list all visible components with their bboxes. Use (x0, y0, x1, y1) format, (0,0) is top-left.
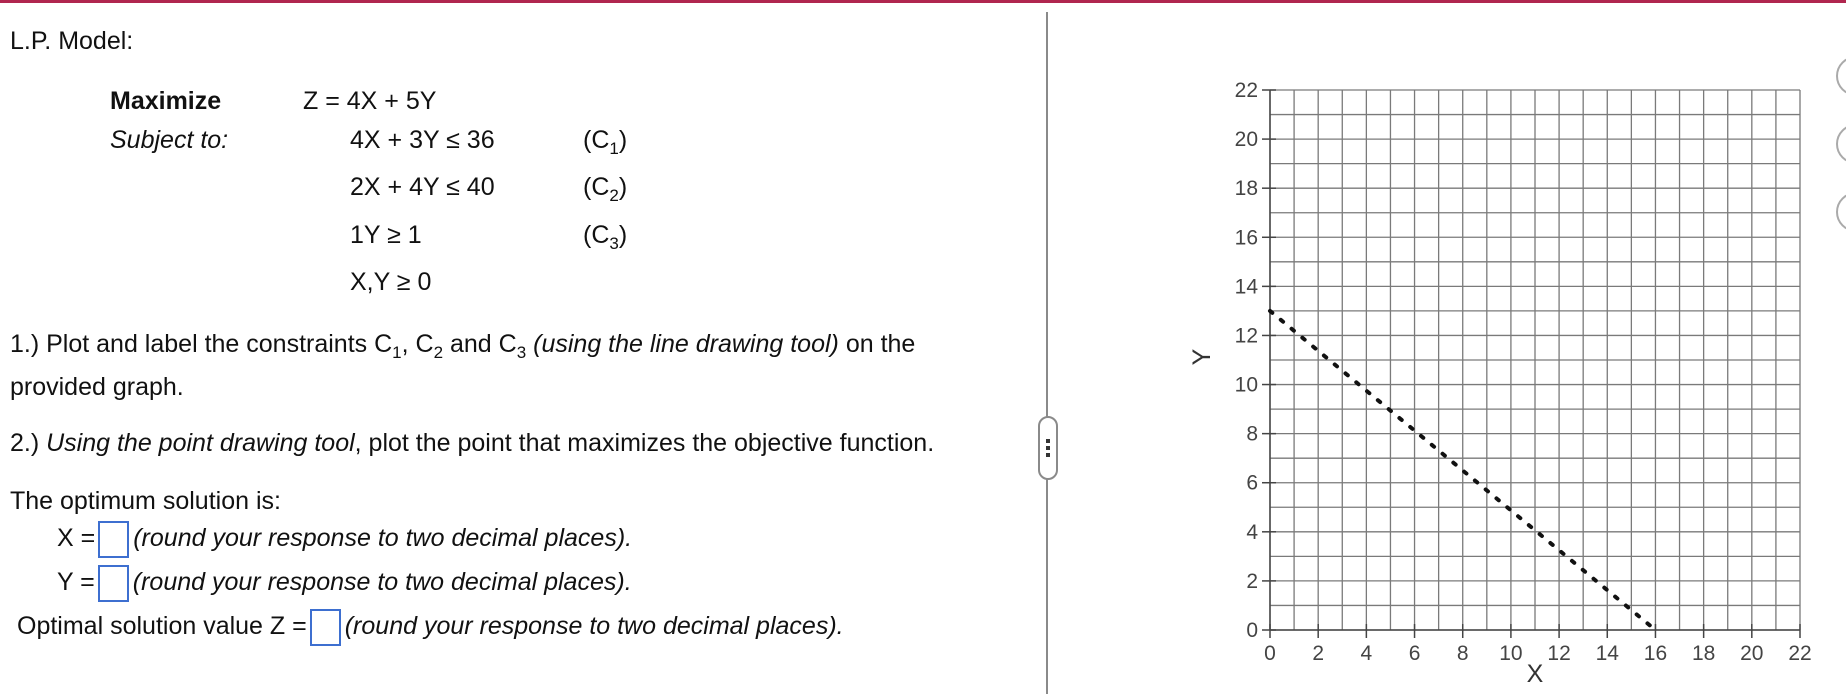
answer-z-input[interactable] (310, 609, 341, 646)
instruction-2: 2.) Using the point drawing tool, plot the point that maximizes the objective function. (10, 429, 935, 457)
answer-x-hint: (round your response to two decimal places). (133, 524, 633, 552)
y-tick-label: 6 (1246, 471, 1258, 495)
nonnegativity-constraint: X,Y ≥ 0 (350, 268, 432, 296)
graph-axes (1235, 79, 1812, 665)
constraint-c2-expr: 2X + 4Y ≤ 40 (350, 173, 495, 201)
x-tick-label: 20 (1740, 642, 1764, 665)
lp-graph[interactable] (1180, 70, 1830, 690)
x-tick-label: 18 (1691, 642, 1716, 665)
x-tick-label: 0 (1264, 642, 1276, 665)
model-label: L.P. Model: (10, 27, 134, 55)
answer-x-input[interactable] (98, 521, 129, 558)
graph-tool-button-1[interactable] (1836, 56, 1846, 96)
y-tick-label: 14 (1234, 275, 1258, 299)
panel-resize-handle[interactable] (1038, 416, 1058, 480)
answer-z-label: Optimal solution value Z = (17, 612, 307, 640)
answer-y-hint: (round your response to two decimal places). (132, 568, 632, 596)
y-tick-label: 10 (1234, 373, 1258, 397)
x-axis-label: X (1526, 660, 1544, 688)
objective-expression: Z = 4X + 5Y (303, 87, 437, 115)
y-tick-label: 18 (1234, 177, 1258, 201)
answer-y-input[interactable] (98, 565, 129, 602)
x-tick-label: 22 (1788, 642, 1812, 665)
top-accent-bar (0, 0, 1846, 3)
y-tick-label: 20 (1234, 128, 1258, 152)
panel-divider (1046, 12, 1048, 694)
instruction-1: 1.) Plot and label the constraints $C_1$, $C_2$ and $C_3$ (using the line drawing tool) on the (10, 330, 916, 362)
answers-heading: The optimum solution is: (10, 487, 281, 515)
constraint-c1-expr: 4X + 3Y ≤ 36 (350, 126, 495, 154)
answer-x-row (57, 520, 632, 558)
x-tick-label: 14 (1595, 642, 1619, 665)
y-tick-label: 16 (1234, 226, 1258, 250)
constraint-c2-label: $(C_2)$ (583, 173, 628, 205)
constraint-c3-expr: 1Y ≥ 1 (350, 221, 422, 249)
answer-x-label: X = (57, 524, 96, 552)
answer-y-row (57, 564, 632, 602)
y-axis-label: Y (1188, 348, 1216, 366)
x-tick-label: 6 (1408, 642, 1421, 665)
answer-y-label: Y = (57, 568, 95, 596)
answer-z-hint: (round your response to two decimal places). (344, 612, 844, 640)
x-tick-label: 4 (1360, 642, 1373, 665)
y-tick-label: 8 (1246, 422, 1258, 446)
y-tick-label: 4 (1246, 520, 1258, 544)
objective-keyword: Maximize (110, 87, 222, 115)
answer-z-row (17, 608, 844, 646)
graph-tool-button-3[interactable] (1836, 192, 1846, 232)
x-tick-label: 2 (1312, 642, 1325, 665)
constraint-c3-label: $(C_3)$ (583, 221, 628, 253)
constraint-c1-label: $(C_1)$ (583, 126, 628, 158)
x-tick-label: 16 (1643, 642, 1668, 665)
y-tick-label: 2 (1246, 569, 1258, 593)
y-tick-label: 12 (1234, 324, 1258, 348)
graph-tool-button-2[interactable] (1836, 124, 1846, 164)
instruction-1-cont: provided graph. (10, 373, 184, 401)
subject-to-label: Subject to: (110, 126, 229, 154)
x-tick-label: 8 (1456, 642, 1469, 665)
y-tick-label: 0 (1246, 619, 1258, 642)
x-tick-label: 12 (1547, 642, 1571, 665)
y-tick-label: 22 (1234, 79, 1258, 102)
graph-grid (1270, 90, 1800, 630)
x-tick-label: 10 (1499, 642, 1523, 665)
